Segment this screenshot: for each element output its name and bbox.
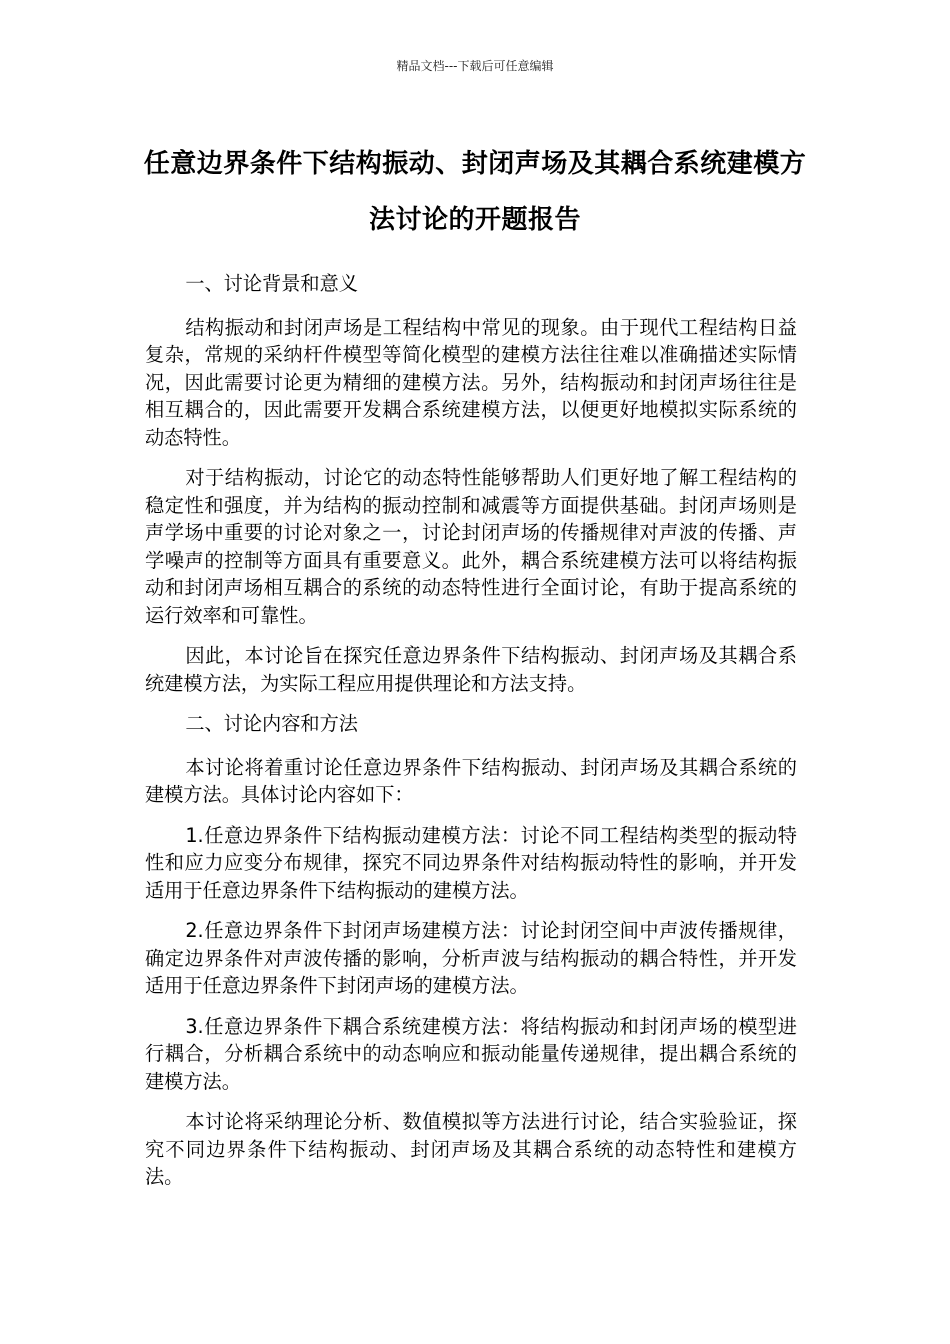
document-body	[145, 270, 797, 1204]
list-item: 3.任意边界条件下耦合系统建模方法：将结构振动和封闭声场的模型进行耦合，分析耦合系统中的动态响应和振动能量传递规律，提出耦合系统的建模方法。	[145, 1014, 797, 1093]
section-heading-1: 一、讨论背景和意义	[185, 272, 358, 295]
list-item: 2.任意边界条件下封闭声场建模方法：讨论封闭空间中声波传播规律，确定边界条件对声波传播的影响，分析声波与结构振动的耦合特性，并开发适用于任意边界条件下封闭声场的建模方法。	[145, 919, 797, 997]
document-title: 任意边界条件下结构振动、封闭声场及其耦合系统建模方法讨论的开题报告	[143, 149, 807, 235]
section-heading-2: 二、讨论内容和方法	[185, 712, 358, 735]
page-header: 精品文档---下载后可任意编辑	[396, 59, 554, 73]
paragraph: 因此，本讨论旨在探究任意边界条件下结构振动、封闭声场及其耦合系统建模方法，为实际工程应用提供理论和方法支持。	[145, 644, 797, 695]
paragraph: 结构振动和封闭声场是工程结构中常见的现象。由于现代工程结构日益复杂，常规的采纳杆件模型等简化模型的建模方法往往难以准确描述实际情况，因此需要讨论更为精细的建模方法。另外，结构振动和封闭声场往往是相互耦合的，因此需要开发耦合系统建模方法，以便更好地模拟实际系统的动态特性。	[145, 315, 797, 449]
paragraph: 对于结构振动，讨论它的动态特性能够帮助人们更好地了解工程结构的稳定性和强度，并为结构的振动控制和减震等方面提供基础。封闭声场则是声学场中重要的讨论对象之一，讨论封闭声场的传播规律对声波的传播、声学噪声的控制等方面具有重要意义。此外，耦合系统建模方法可以将结构振动和封闭声场相互耦合的系统的动态特性进行全面讨论，有助于提高系统的运行效率和可靠性。	[145, 466, 797, 627]
paragraph: 本讨论将着重讨论任意边界条件下结构振动、封闭声场及其耦合系统的建模方法。具体讨论内容如下：	[145, 755, 797, 806]
list-item: 1.任意边界条件下结构振动建模方法：讨论不同工程结构类型的振动特性和应力应变分布规律，探究不同边界条件对结构振动特性的影响，并开发适用于任意边界条件下结构振动的建模方法。	[145, 823, 797, 902]
paragraph: 本讨论将采纳理论分析、数值模拟等方法进行讨论，结合实验验证，探究不同边界条件下结构振动、封闭声场及其耦合系统的动态特性和建模方法。	[145, 1110, 797, 1188]
